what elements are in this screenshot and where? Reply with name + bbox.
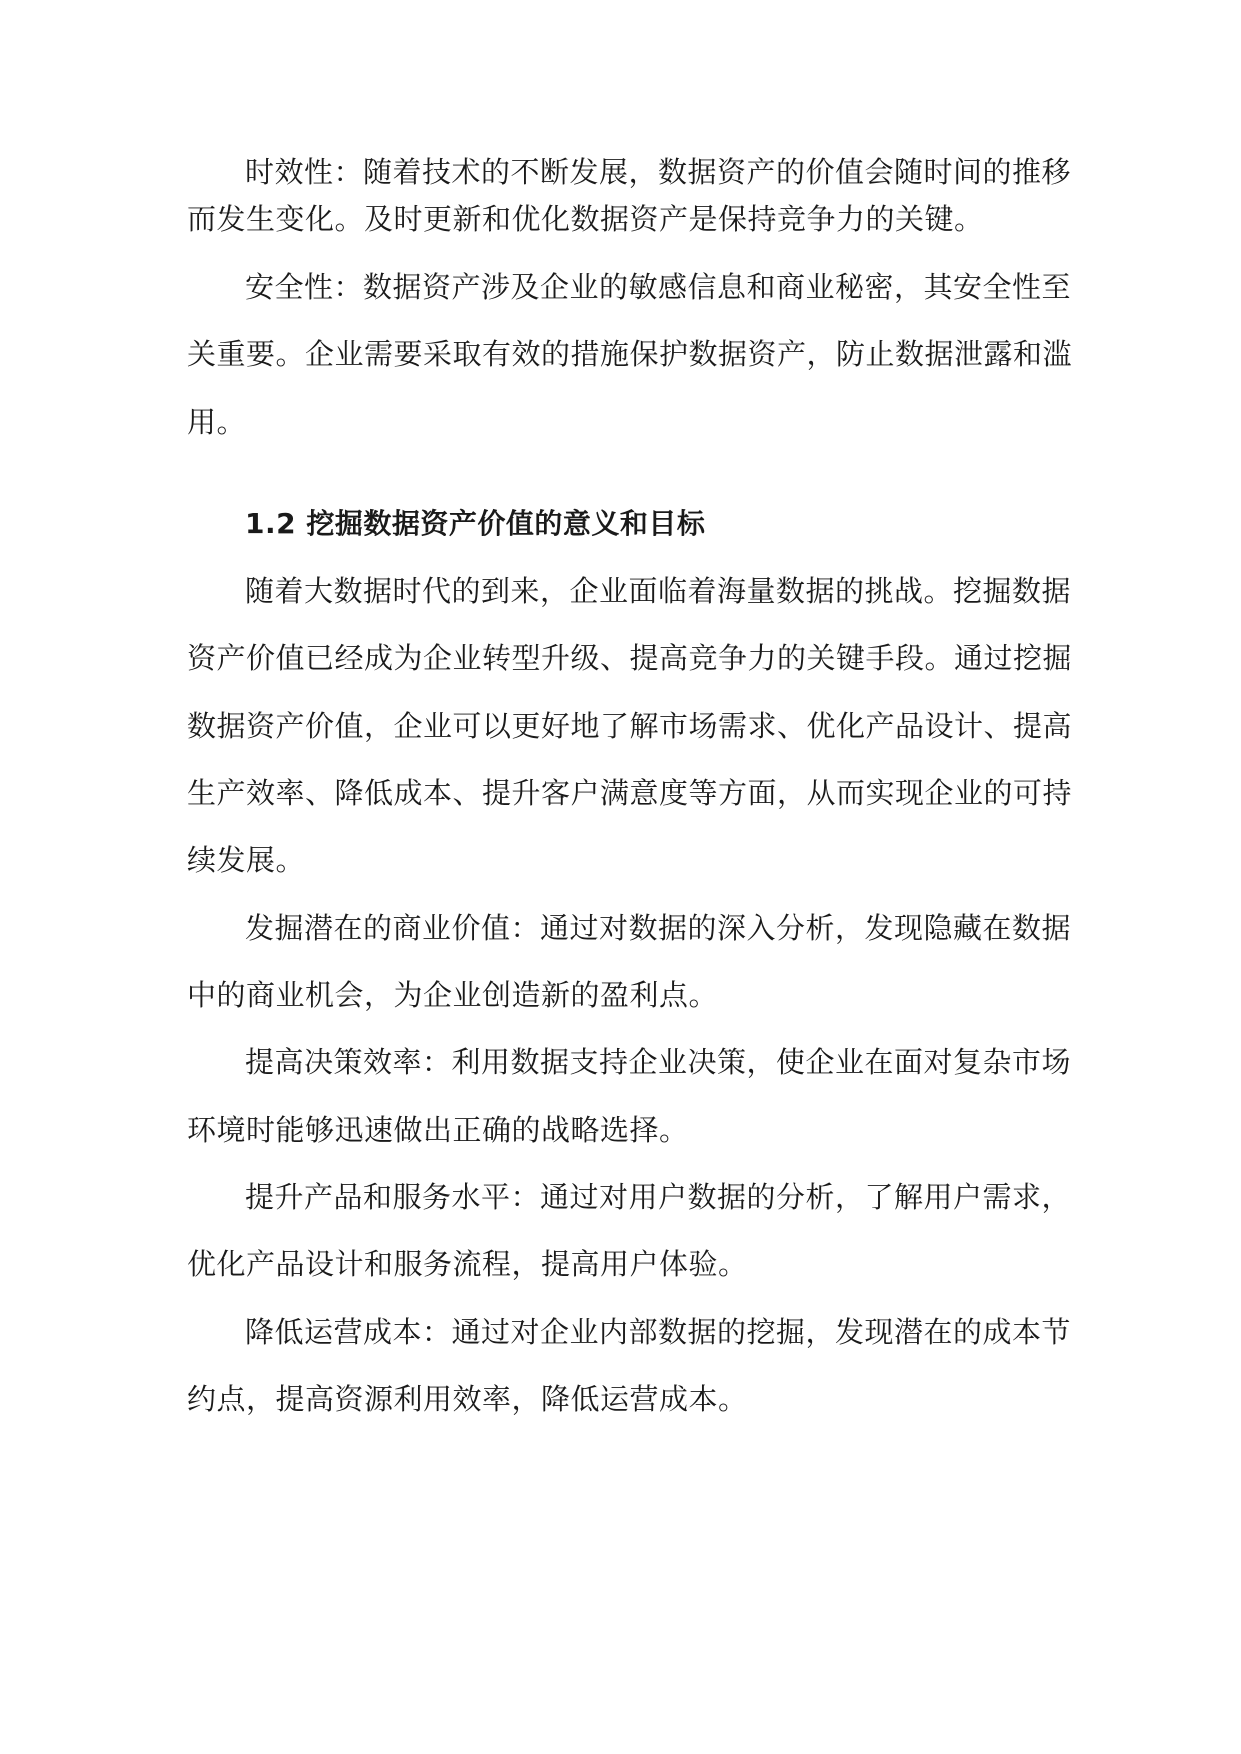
paragraph-cost-line-2: 约点，提高资源利用效率，降低运营成本。 xyxy=(187,1382,748,1416)
paragraph-intro-line-4: 生产效率、降低成本、提升客户满意度等方面，从而实现企业的可持 xyxy=(187,776,1073,810)
paragraph-business-value-line-1: 发掘潜在的商业价值：通过对数据的深入分析，发现隐藏在数据 xyxy=(245,911,1072,945)
paragraph-business-value-line-2: 中的商业机会，为企业创造新的盈利点。 xyxy=(187,978,719,1012)
paragraph-product-service-line-2: 优化产品设计和服务流程，提高用户体验。 xyxy=(187,1247,748,1281)
paragraph-product-service-line-1: 提升产品和服务水平：通过对用户数据的分析，了解用户需求， xyxy=(245,1180,1072,1214)
paragraph-timeliness-line-1: 时效性：随着技术的不断发展，数据资产的价值会随时间的推移 xyxy=(245,155,1072,189)
paragraph-security-line-1: 安全性：数据资产涉及企业的敏感信息和商业秘密，其安全性至 xyxy=(245,270,1072,304)
section-heading: 1.2 挖掘数据资产价值的意义和目标 xyxy=(245,507,706,540)
paragraph-security-line-2: 关重要。企业需要采取有效的措施保护数据资产，防止数据泄露和滥 xyxy=(187,337,1073,371)
paragraph-intro-line-2: 资产价值已经成为企业转型升级、提高竞争力的关键手段。通过挖掘 xyxy=(187,641,1073,675)
paragraph-intro-line-5: 续发展。 xyxy=(187,843,306,877)
paragraph-decision-line-2: 环境时能够迅速做出正确的战略选择。 xyxy=(187,1113,689,1147)
paragraph-intro-line-1: 随着大数据时代的到来，企业面临着海量数据的挑战。挖掘数据 xyxy=(245,574,1072,608)
paragraph-timeliness-line-2: 而发生变化。及时更新和优化数据资产是保持竞争力的关键。 xyxy=(187,202,984,236)
paragraph-cost-line-1: 降低运营成本：通过对企业内部数据的挖掘，发现潜在的成本节 xyxy=(245,1315,1072,1349)
paragraph-security-line-3: 用。 xyxy=(187,405,247,439)
paragraph-intro-line-3: 数据资产价值，企业可以更好地了解市场需求、优化产品设计、提高 xyxy=(187,709,1073,743)
paragraph-decision-line-1: 提高决策效率：利用数据支持企业决策，使企业在面对复杂市场 xyxy=(245,1045,1072,1079)
